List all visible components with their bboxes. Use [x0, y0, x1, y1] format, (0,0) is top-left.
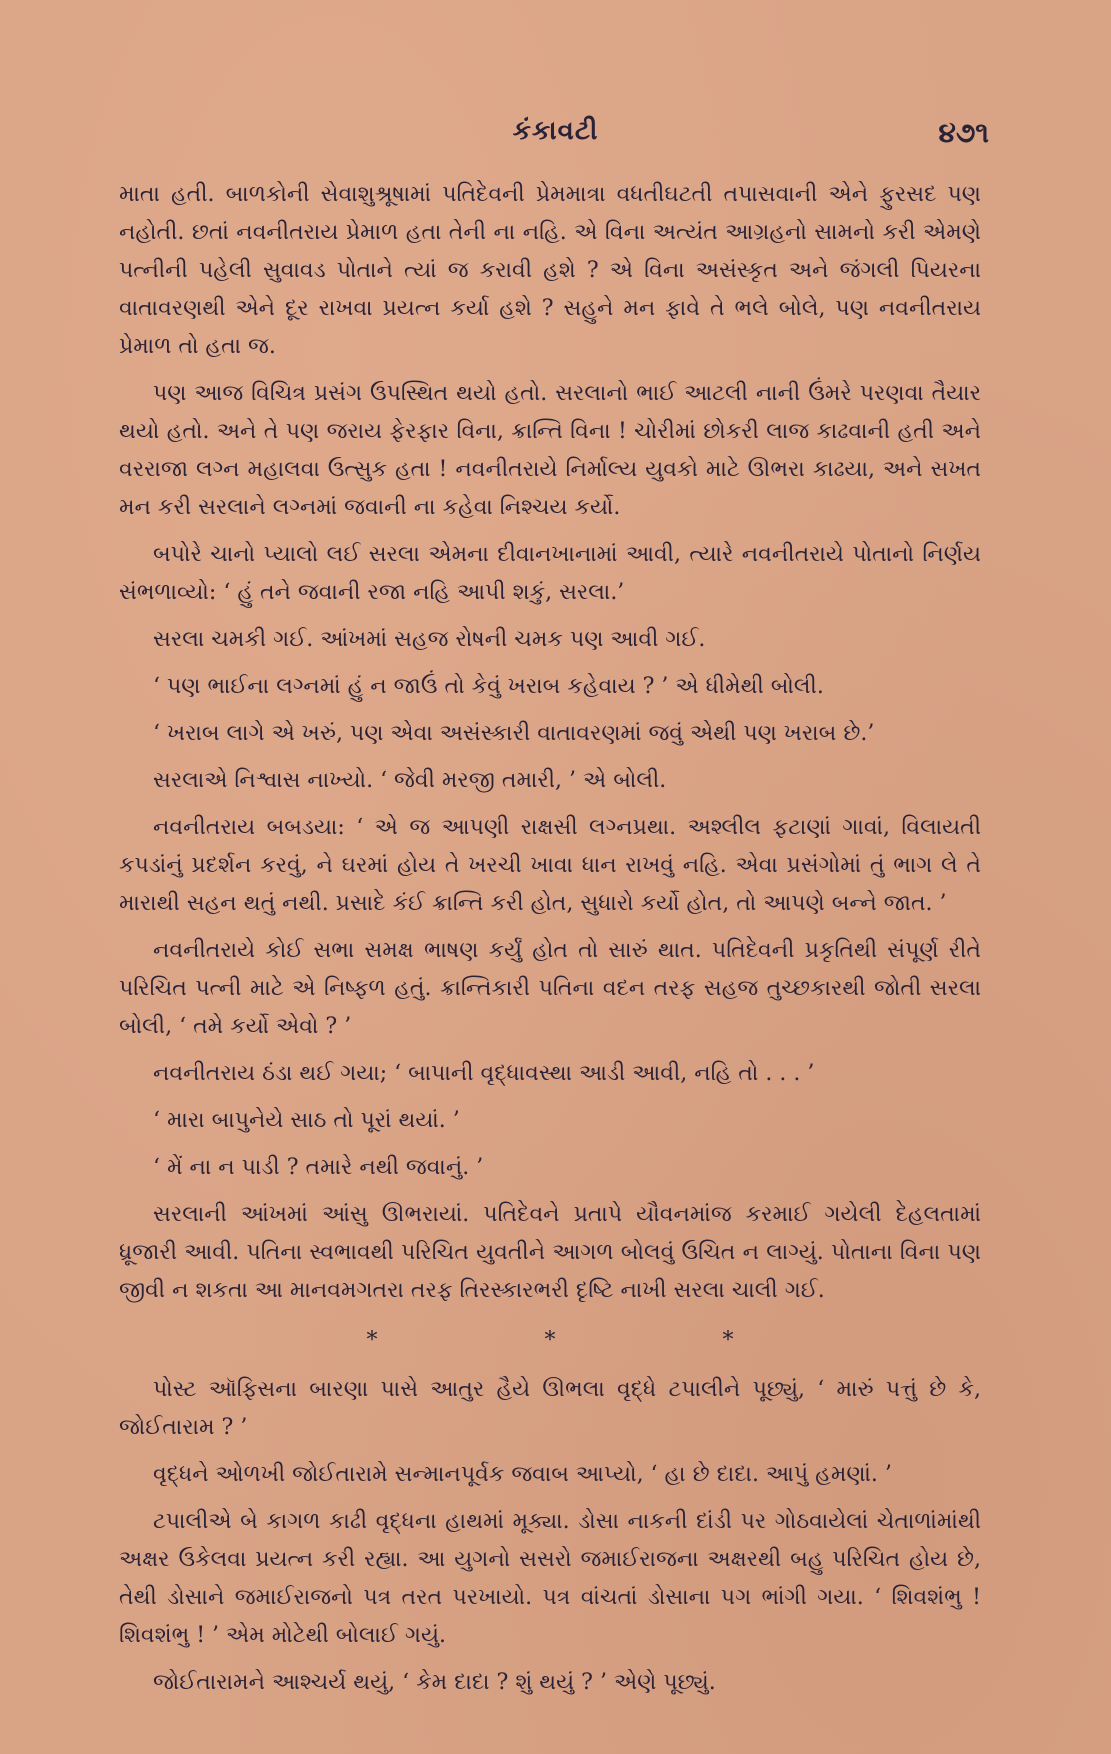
paragraph: ‘ મારા બાપુનેયે સાઠ તો પૂરાં થયાં. ’ [153, 1108, 460, 1133]
paragraph: નવનીતરાય બબડયા: ‘ એ જ આપણી રાક્ષસી લગ્નપ્રથા. અશ્લીલ ફટાણાં ગાવાં, વિલાયતી કપડાંનું પ્રદર્શન કરવું, ને ઘરમાં હોય તે ખરચી ખાવા ધાન રાખવું નહિ. એવા પ્રસંગોમાં તું ભાગ લે તે મારાથી સહન થતું નથી. પ્રસાદે કંઈ ક્રાન્તિ કરી હોત, સુધારો કર્યો હોત, તો આપણે બન્ને જાત. ’ [119, 815, 981, 916]
paragraph: ‘ ખરાબ લાગે એ ખરું, પણ એવા અસંસ્કારી વાતાવરણમાં જવું એથી પણ ખરાબ છે.’ [153, 721, 875, 746]
paragraph: ‘ પણ ભાઈના લગ્નમાં હું ન જાઉં તો કેવું ખરાબ કહેવાય ? ’ એ ધીમેથી બોલી. [153, 674, 824, 699]
paragraph: વૃદ્ધને ઓળખી જોઈતારામે સન્માનપૂર્વક જવાબ આપ્યો, ‘ હા છે દાદા. આપું હમણાં. ’ [153, 1462, 892, 1487]
paragraph: પણ આજ વિચિત્ર પ્રસંગ ઉપસ્થિત થયો હતો. સરલાનો ભાઈ આટલી નાની ઉંમરે પરણવા તૈયાર થયો હતો. અને તે પણ જરાય ફેરફાર વિના, ક્રાન્તિ વિના ! ચોરીમાં છોકરી લાજ કાઢવાની હતી અને વરરાજા લગ્ન મહાલવા ઉત્સુક હતા ! નવનીતરાયે નિર્માલ્ય યુવકો માટે ઊભરા કાઢયા, અને સખત મન કરી સરલાને લગ્નમાં જવાની ના કહેવા નિશ્ચય કર્યો. [119, 381, 981, 520]
running-title: કંકાવટી [512, 116, 599, 146]
paragraph: બપોરે ચાનો પ્યાલો લઈ સરલા એમના દીવાનખાનામાં આવી, ત્યારે નવનીતરાયે પોતાનો નિર્ણય સંભળાવ્યો: ‘ હું તને જવાની રજા નહિ આપી શકું, સરલા.’ [119, 542, 981, 605]
paragraph: સરલા ચમકી ગઈ. આંખમાં સહજ રોષની ચમક પણ આવી ગઈ. [153, 627, 706, 652]
paragraph: પોસ્ટ ઑફિસના બારણા પાસે આતુર હૈયે ઊભલા વૃદ્ધે ટપાલીને પૂછ્યું, ‘ મારું પત્તું છે કે, જોઈતારામ ? ’ [119, 1377, 981, 1440]
paragraph: નવનીતરાય ઠંડા થઈ ગયા; ‘ બાપાની વૃદ્ધાવસ્થા આડી આવી, નહિ તો . . . ’ [153, 1061, 815, 1086]
paragraph: માતા હતી. બાળકોની સેવાશુશ્રૂષામાં પતિદેવની પ્રેમમાત્રા વધતીઘટતી તપાસવાની એને ફુરસદ પણ નહોતી. છતાં નવનીતરાય પ્રેમાળ હતા તેની ના નહિ. એ વિના અત્યંત આગ્રહનો સામનો કરી એમણે પત્નીની પહેલી સુવાવડ પોતાને ત્યાં જ કરાવી હશે ? એ વિના અસંસ્કૃત અને જંગલી પિયરના વાતાવરણથી એને દૂર રાખવા પ્રયત્ન કર્યા હશે ? સહુને મન ફાવે તે ભલે બોલે, પણ નવનીતરાય પ્રેમાળ તો હતા જ. [119, 182, 981, 359]
page-number: ૪૭૧ [938, 116, 989, 149]
paragraph: ‘ મેં ના ન પાડી ? તમારે નથી જવાનું. ’ [153, 1155, 484, 1180]
paragraph: સરલાએ નિશ્વાસ નાખ્યો. ‘ જેવી મરજી તમારી, ’ એ બોલી. [153, 768, 667, 793]
paragraph: ટપાલીએ બે કાગળ કાઢી વૃદ્ધના હાથમાં મૂક્યા. ડોસા નાકની દાંડી પર ગોઠવાયેલાં ચેતાળાંમાંથી અક્ષર ઉકેલવા પ્રયત્ન કરી રહ્યા. આ યુગનો સસરો જમાઈરાજના અક્ષરથી બહુ પરિચિત હોય છે, તેથી ડોસાને જમાઈરાજનો પત્ર તરત પરખાયો. પત્ર વાંચતાં ડોસાના પગ ભાંગી ગયા. ‘ શિવશંભુ ! શિવશંભુ ! ’ એમ મોટેથી બોલાઈ ગયું. [119, 1509, 981, 1648]
page-header [0, 116, 1111, 156]
section-separator: * * * [366, 1328, 814, 1353]
paragraph: સરલાની આંખમાં આંસુ ઊભરાયાં. પતિદેવને પ્રતાપે યૌવનમાંજ કરમાઈ ગયેલી દેહલતામાં ધ્રૂજારી આવી. પતિના સ્વભાવથી પરિચિત યુવતીને આગળ બોલવું ઉચિત ન લાગ્યું. પોતાના વિના પણ જીવી ન શકતા આ માનવમગતરા તરફ તિરસ્કારભરી દૃષ્ટિ નાખી સરલા ચાલી ગઈ. [119, 1202, 981, 1303]
body-text [119, 176, 981, 1711]
paragraph: જોઈતારામને આશ્ચર્ય થયું, ‘ કેમ દાદા ? શું થયું ? ’ એણે પૂછ્યું. [153, 1670, 716, 1695]
paragraph: નવનીતરાયે કોઈ સભા સમક્ષ ભાષણ કર્યું હોત તો સારું થાત. પતિદેવની પ્રકૃતિથી સંપૂર્ણ રીતે પરિચિત પત્ની માટે એ નિષ્ફળ હતું. ક્રાન્તિકારી પતિના વદન તરફ સહજ તુચ્છકારથી જોતી સરલા બોલી, ‘ તમે કર્યો એવો ? ’ [119, 938, 981, 1039]
